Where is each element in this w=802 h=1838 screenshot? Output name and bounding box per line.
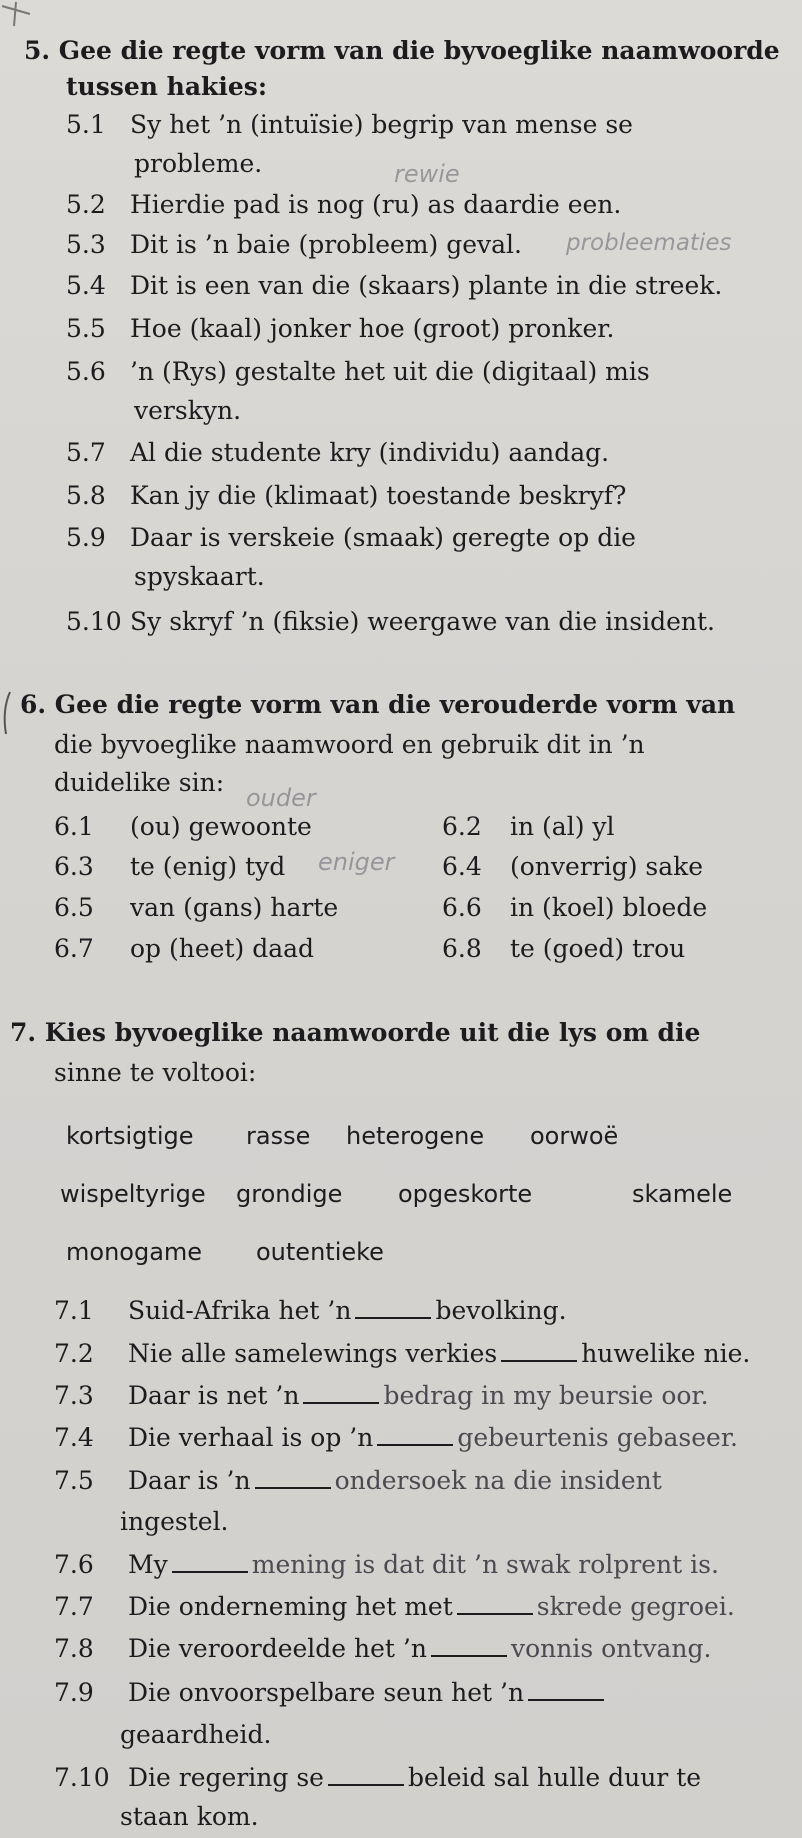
q6-item [54,893,338,923]
item-number: 7.2 [54,1339,94,1368]
q7-item [54,1634,711,1664]
item-number: 6.8 [442,934,482,963]
item-text-before: Die onvoorspelbare seun het ’n [128,1678,525,1707]
q5-item [66,607,715,637]
item-text: op (heet) daad [130,934,315,963]
q5-item [66,230,522,260]
item-text: in (koel) bloede [510,893,708,922]
pen-mark-icon [0,690,14,736]
item-text: Dit is ’n baie (probleem) geval. [130,230,522,259]
item-text-after: vonnis ontvang. [510,1634,712,1663]
item-text: (ou) gewoonte [130,812,312,841]
item-number: 6.7 [54,934,94,963]
q5-item [66,110,633,140]
item-text-before: Daar is ’n [128,1466,251,1495]
answer-blank[interactable] [355,1297,431,1319]
item-number: 5.6 [66,357,106,386]
item-text-before: My [128,1550,168,1579]
word-list-item: heterogene [346,1122,485,1150]
item-text: ’n (Rys) gestalte het uit die (digitaal) mis [130,357,650,386]
item-number: 7.4 [54,1423,94,1452]
q5-item [66,438,609,468]
answer-blank[interactable] [172,1551,248,1573]
item-number: 6.3 [54,852,94,881]
item-number: 6.4 [442,852,482,881]
q6-item [442,852,703,882]
handwritten-answer: rewie [394,160,460,188]
item-text: Sy skryf ’n (fiksie) weergawe van die insident. [130,607,715,636]
q6-heading-line-3: duidelike sin: [54,768,225,797]
item-text-after: gebeurtenis gebaseer. [457,1423,738,1452]
q5-item-continuation: probleme. [134,149,263,178]
q7-item [54,1550,719,1580]
item-number: 7.8 [54,1634,94,1663]
q5-item [66,523,636,553]
q7-item [54,1381,709,1411]
q7-item [54,1339,750,1369]
item-number: 5.9 [66,523,106,552]
answer-blank[interactable] [377,1424,453,1446]
item-number: 6.2 [442,812,482,841]
q7-heading-line-1: 7. Kies byvoeglike naamwoorde uit die lys om die [10,1018,701,1047]
item-number: 5.1 [66,110,106,139]
answer-blank[interactable] [457,1593,533,1615]
item-number: 7.7 [54,1592,94,1621]
item-text-after: mening is dat dit ’n swak rolprent is. [251,1550,719,1579]
word-list-item: kortsigtige [66,1122,194,1150]
word-list-item: skamele [632,1180,733,1208]
word-list-item: oorwoë [530,1122,619,1150]
item-text-after: bedrag in my beursie oor. [383,1381,709,1410]
q7-item-continuation: staan kom. [120,1802,259,1831]
item-text: Al die studente kry (individu) aandag. [130,438,610,467]
item-text: Sy het ’n (intuïsie) begrip van mense se [130,110,633,139]
item-number: 6.5 [54,893,94,922]
handwritten-answer: eniger [318,848,395,876]
item-number: 7.9 [54,1678,94,1707]
item-text-before: Die veroordeelde het ’n [128,1634,427,1663]
item-text-after: bevolking. [435,1296,567,1325]
q7-item [54,1466,662,1496]
item-text-before: Daar is net ’n [128,1381,300,1410]
answer-blank[interactable] [303,1382,379,1404]
item-text-after: ondersoek na die insident [334,1466,662,1495]
q5-item-continuation: spyskaart. [134,562,265,591]
item-text: in (al) yl [510,812,615,841]
item-text: Kan jy die (klimaat) toestande beskryf? [130,481,627,510]
q5-item [66,190,621,220]
q7-heading-line-2: sinne te voltooi: [54,1058,257,1087]
item-number: 7.10 [54,1763,110,1792]
answer-blank[interactable] [328,1764,404,1786]
item-text-before: Die verhaal is op ’n [128,1423,374,1452]
q7-item [54,1296,567,1326]
q6-heading-line-2: die byvoeglike naamwoord en gebruik dit in ’n [54,730,645,759]
handwritten-answer: ouder [246,784,316,812]
item-number: 5.7 [66,438,106,467]
answer-blank[interactable] [431,1635,507,1657]
pen-scribble-icon [0,0,40,30]
word-list-item: grondige [236,1180,343,1208]
item-number: 7.6 [54,1550,94,1579]
item-number: 7.1 [54,1296,94,1325]
item-text: van (gans) harte [130,893,339,922]
answer-blank[interactable] [528,1679,604,1701]
q5-item-continuation: verskyn. [134,396,242,425]
q6-item [442,893,707,923]
q5-item [66,314,614,344]
item-text: (onverrig) sake [510,852,704,881]
q5-item [66,481,626,511]
handwritten-answer: probleematies [566,230,732,256]
item-text-after: beleid sal hulle duur te [407,1763,702,1792]
item-text-before: Die regering se [128,1763,324,1792]
item-text: Hierdie pad is nog (ru) as daardie een. [130,190,622,219]
item-number: 5.4 [66,271,106,300]
item-text-before: Die onderneming het met [128,1592,453,1621]
item-number: 5.8 [66,481,106,510]
answer-blank[interactable] [255,1467,331,1489]
item-text-after: skrede gegroei. [536,1592,735,1621]
q7-item [54,1592,735,1622]
item-number: 6.6 [442,893,482,922]
word-list-item: wispeltyrige [60,1180,206,1208]
item-number: 5.5 [66,314,106,343]
item-text-after: huwelike nie. [581,1339,751,1368]
answer-blank[interactable] [501,1340,577,1362]
q7-item [54,1678,608,1708]
q7-item [54,1423,738,1453]
item-number: 5.3 [66,230,106,259]
item-number: 7.3 [54,1381,94,1410]
item-number: 6.1 [54,812,94,841]
item-text-before: Suid-Afrika het ’n [128,1296,352,1325]
q6-heading-line-1: 6. Gee die regte vorm van die verouderde vorm van [20,690,736,719]
q6-item [442,934,685,964]
q6-item [54,934,314,964]
item-text: te (enig) tyd [130,852,286,881]
q5-item [66,271,722,301]
q6-item [54,812,312,842]
q7-item-continuation: geaardheid. [120,1720,272,1749]
q5-item [66,357,650,387]
item-number: 5.2 [66,190,106,219]
word-list-item: rasse [246,1122,311,1150]
word-list-item: monogame [66,1238,203,1266]
word-list-item: outentieke [256,1238,384,1266]
item-text: Daar is verskeie (smaak) geregte op die [130,523,636,552]
q6-item [54,852,285,882]
q7-item-continuation: ingestel. [120,1507,229,1536]
item-text: Dit is een van die (skaars) plante in die streek. [130,271,723,300]
item-text: te (goed) trou [510,934,686,963]
q7-item [54,1763,701,1793]
item-text-before: Nie alle samelewings verkies [128,1339,498,1368]
item-number: 5.10 [66,607,122,636]
item-number: 7.5 [54,1466,94,1495]
q6-item [442,812,615,842]
word-list-item: opgeskorte [398,1180,533,1208]
q5-heading-line-2: tussen hakies: [66,72,268,101]
q5-heading-line-1: 5. Gee die regte vorm van die byvoeglike naamwoorde [24,36,780,65]
item-text: Hoe (kaal) jonker hoe (groot) pronker. [130,314,615,343]
